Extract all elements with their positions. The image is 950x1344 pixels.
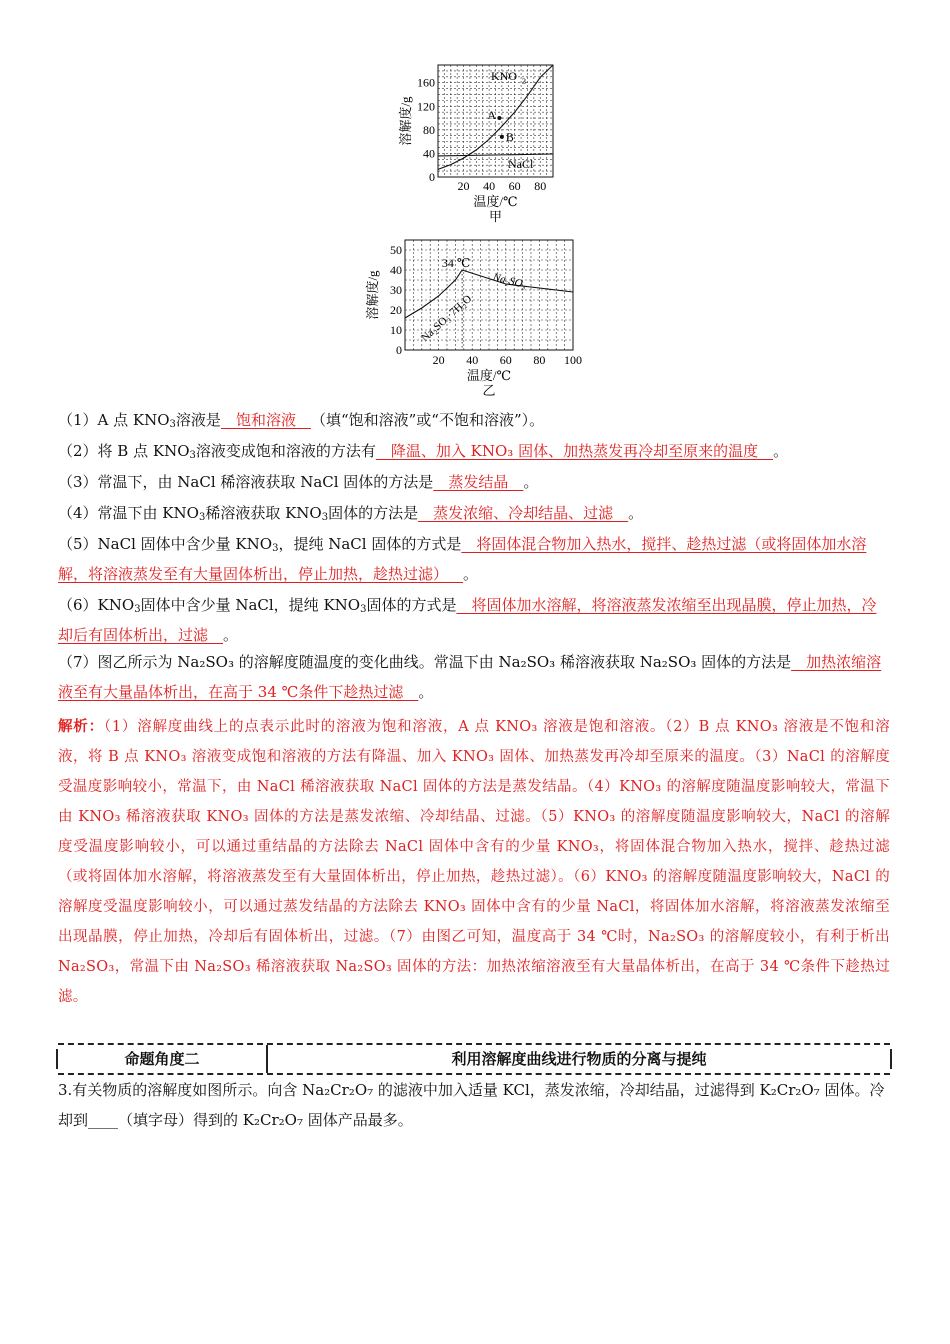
point-b-label: B: [505, 129, 514, 144]
point-a: [497, 116, 501, 120]
analysis-label: 解析：: [58, 718, 104, 735]
nacl-label: NaCl: [508, 157, 534, 171]
y-axis-label: 溶解度/g: [365, 270, 380, 320]
answer-3: __蒸发结晶__: [433, 473, 524, 491]
y-axis-label: 溶解度/g: [398, 96, 413, 146]
x-tick-label: 60: [499, 353, 512, 367]
question-6: $(6)KNO_3$固体中含少量 NaCl，提纯 $KNO_3$固体的方式是__将固体加水溶解，将溶液蒸发浓缩至出现晶膜，停止加热，冷却后有固体析出，过滤__。: [58, 596, 877, 644]
x-tick-label: 60: [508, 179, 521, 193]
hydrate-label: Na₂SO₃·7H₂O: [418, 292, 475, 345]
question-3: （3）常温下，由 NaCl 稀溶液获取 NaCl 固体的方法是__蒸发结晶__。: [58, 473, 539, 491]
y-tick-label: 40: [390, 263, 402, 277]
y-tick-label: 20: [390, 303, 402, 317]
y-tick-label: 0: [429, 170, 435, 184]
banner-topic: 利用溶解度曲线进行物质的分离与提纯: [451, 1050, 707, 1068]
y-tick-label: 160: [417, 75, 435, 90]
y-tick-label: 80: [423, 122, 435, 137]
answer-5: __将固体混合物加入热水，搅拌、趁热过滤（或将固体加水溶解，将溶液蒸发至有大量固体析出，停止加热，趁热过滤）__: [58, 535, 867, 583]
x-tick-label: 100: [564, 353, 582, 367]
answer-1: __饱和溶液__: [220, 411, 311, 429]
kno3-label: KNO: [491, 69, 517, 83]
y-tick-label: 30: [390, 283, 402, 297]
anhydrous-label: Na₂SO₃: [491, 271, 528, 292]
y-tick-label: 0: [396, 343, 402, 357]
y-tick-label: 40: [423, 146, 435, 161]
x-axis-label: 温度/℃: [466, 368, 512, 383]
figure-yi: [0, 232, 950, 402]
annotation-34c: 34 ℃: [441, 256, 471, 270]
answer-6: __将固体加水溶解，将溶液蒸发浓缩至出现晶膜，停止加热，冷却后有固体析出，过滤__: [58, 596, 877, 644]
answer-2: __降温、加入 KNO₃ 固体、加热蒸发再冷却至原来的温度__: [375, 442, 774, 460]
x-tick-label: 80: [534, 179, 547, 193]
analysis-text: （1）溶解度曲线上的点表示此时的溶液为饱和溶液，A 点 KNO₃ 溶液是饱和溶液。（2）B 点 KNO₃ 溶液是不饱和溶液，将 B 点 KNO₃ 溶液变成饱和溶液的方法有降温、加入 KNO₃ 固体、加热蒸发再冷却至原来的温度。（3）NaCl 的溶解度受温度影响较小，常温下，由 NaCl 稀溶液获取 NaCl 固体的方法是蒸发结晶。（4）KNO₃ 的溶解度随温度影响较大，常温下由 KNO₃ 稀溶液获取 KNO₃ 固体的方法是蒸发浓缩、冷却结晶、过滤。（5）KNO₃ 的溶解度随温度影响较大，NaCl 的溶解度受温度影响较小，可以通过重结晶的方法除去 NaCl 固体中含有的少量 KNO₃，将固体混合物加入热水，搅拌、趁热过滤（或将固体加水溶解，将溶液蒸发至有大量固体析出，停止加热，趁热过滤）。（6）KNO₃ 的溶解度随温度影响较大，NaCl 的溶解度受温度影响较小，可以通过蒸发结晶的方法除去 KNO₃ 固体中含有的少量 NaCl，将固体加水溶解，将溶液蒸发浓缩至出现晶膜，停止加热，冷却后有固体析出，过滤。（7）由图乙可知，温度高于 34 ℃时，Na₂SO₃ 的溶解度较小，有利于析出 Na₂SO₃，常温下由 Na₂SO₃ 稀溶液获取 Na₂SO₃ 固体的方法：加热浓缩溶液至有大量晶体析出，在高于 34 ℃条件下趁热过滤。: [58, 719, 890, 1005]
y-tick-label: 50: [390, 243, 402, 257]
question-3-stem: 3.有关物质的溶解度如图所示。向含 Na₂Cr₂O₇ 的滤液中加入适量 KCl，蒸发浓缩，冷却结晶，过滤得到 K₂Cr₂O₇ 固体。冷却到____（填字母）得到的 K₂Cr₂O₇ 固体产品最多。: [58, 1081, 885, 1129]
kno3-label-sub: 3: [522, 77, 526, 86]
x-tick-label: 40: [466, 353, 479, 367]
question-2: （2）将 B 点 $KNO_3$溶液变成饱和溶液的方法有__降温、加入 KNO₃ 固体、加热蒸发再冷却至原来的温度__。: [58, 442, 789, 461]
kno3-nacl-solubility-chart: [0, 55, 950, 225]
figure-caption: 甲: [488, 209, 503, 224]
section-banner: [58, 1043, 890, 1075]
point-b: [500, 135, 504, 139]
x-tick-label: 20: [457, 179, 470, 193]
x-tick-label: 80: [533, 353, 546, 367]
question-1: （1）A 点 $KNO_3$溶液是__饱和溶液__（填“饱和溶液”或“不饱和溶液”）。: [58, 411, 545, 430]
figure-caption: 乙: [482, 383, 496, 398]
analysis: [58, 712, 890, 1012]
answer-4: __蒸发浓缩、冷却结晶、过滤__: [418, 504, 629, 522]
question-5: （5）NaCl 固体中含少量 $KNO_3$，提纯 NaCl 固体的方式是__将固体混合物加入热水，搅拌、趁热过滤（或将固体加水溶解，将溶液蒸发至有大量固体析出，停止加热，趁热过滤）__。: [58, 535, 867, 583]
x-axis-label: 温度/℃: [473, 194, 518, 209]
figure-jia: [0, 55, 950, 225]
y-tick-label: 10: [390, 323, 402, 337]
point-a-label: A: [487, 108, 497, 123]
na2so3-solubility-chart: [0, 232, 950, 402]
x-tick-label: 40: [483, 179, 496, 193]
y-tick-label: 120: [417, 99, 435, 114]
x-tick-label: 20: [432, 353, 445, 367]
answer-7: __加热浓缩溶液至有大量晶体析出，在高于 34 ℃条件下趁热过滤__: [58, 653, 882, 701]
question-4: （4）常温下由 $KNO_3$稀溶液获取 $KNO_3$固体的方法是__蒸发浓缩、冷却结晶、过滤__。: [58, 504, 644, 523]
question-7: （7）图乙所示为 Na₂SO₃ 的溶解度随温度的变化曲线。常温下由 Na₂SO₃ 稀溶液获取 Na₂SO₃ 固体的方法是__加热浓缩溶液至有大量晶体析出，在高于 34 ℃条件下趁热过滤__。: [58, 653, 882, 701]
banner-angle: 命题角度二: [58, 1045, 268, 1073]
